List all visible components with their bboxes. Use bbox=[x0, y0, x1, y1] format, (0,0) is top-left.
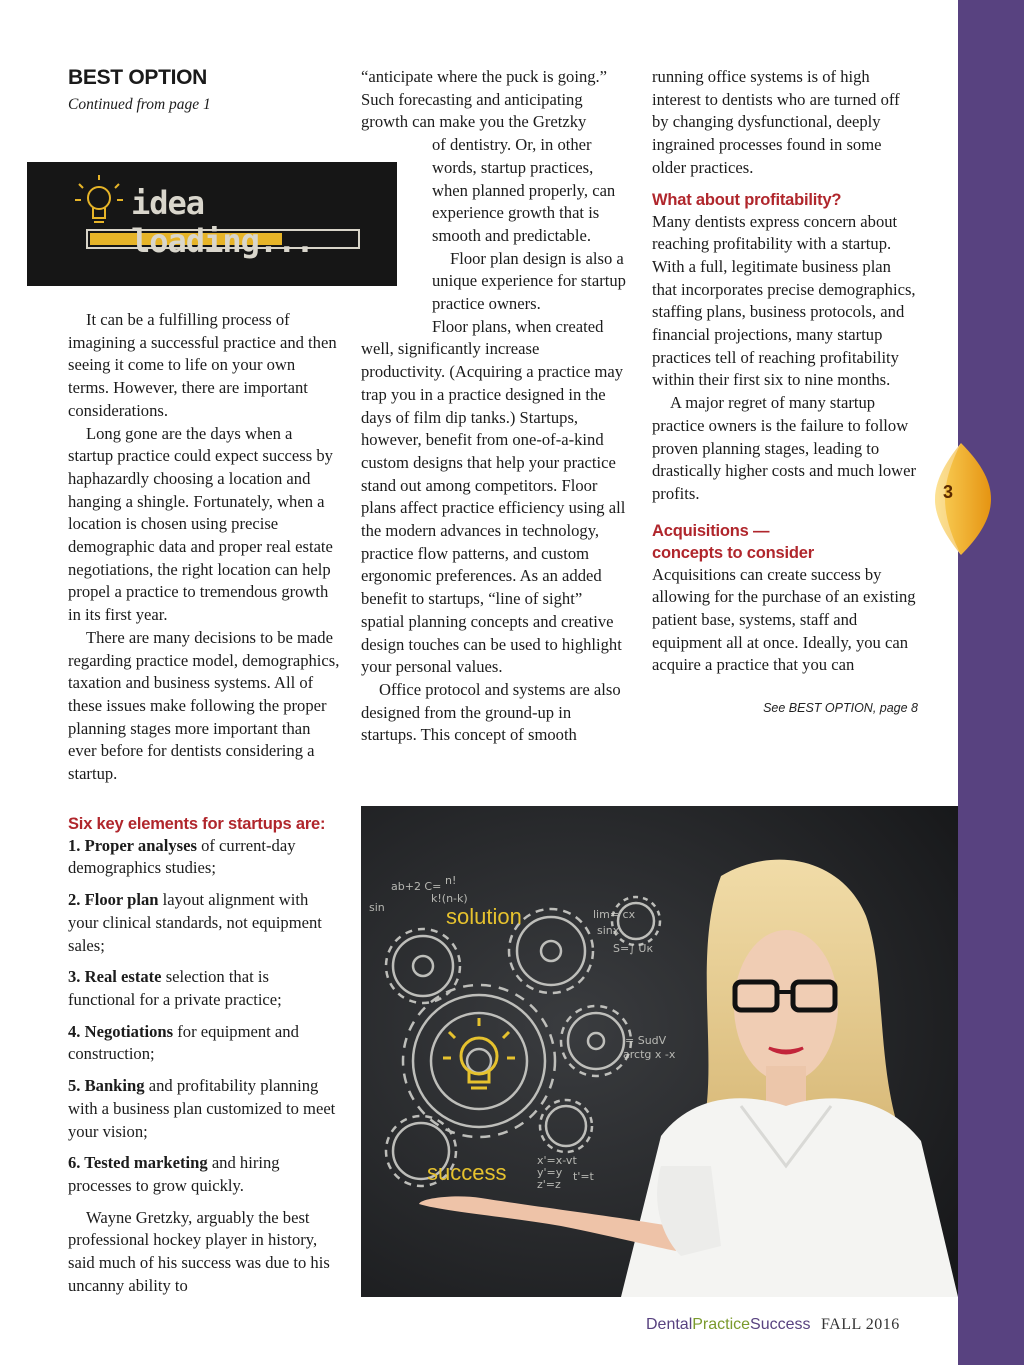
body-paragraph: “anticipate where the puck is going.” Such forecasting and anticipating growth can make you the Gretzky bbox=[361, 67, 608, 132]
body-paragraph: of dentistry. Or, in other words, startup practices, when planned properly, can experience growth that is smooth and predictable. bbox=[432, 135, 616, 245]
body-paragraph: Many dentists express concern about reaching profitability with a startup. With a full, legitimate business plan that incorporates precise demographics, staffing plans, business protocols, and financial projections, many startup practices tell of reaching profitability within their first six to nine months. bbox=[652, 211, 916, 390]
list-item: 3. Real estate selection that is functional for a private practice; bbox=[68, 967, 282, 1009]
body-paragraph: There are many decisions to be made regarding practice model, demographics, taxation and business systems. All of these issues make following the proper planning stages more important than ever before for dentists considering a startup. bbox=[68, 627, 340, 784]
chalk-formula: x'=x-vt bbox=[537, 1154, 577, 1167]
column-1 bbox=[68, 309, 340, 1297]
article-headline: BEST OPTION bbox=[68, 66, 208, 89]
chalk-formula: sin bbox=[369, 901, 385, 914]
body-paragraph: It can be a fulfilling process of imagining a successful practice and then seeing it come to life on your own terms. However, there are important considerations. bbox=[68, 310, 337, 420]
body-paragraph: Wayne Gretzky, arguably the best professional hockey player in history, said much of his success was due to his uncanny ability to bbox=[68, 1207, 330, 1295]
column-3 bbox=[652, 66, 918, 715]
chalk-formula: z'=z bbox=[537, 1178, 561, 1191]
chalk-formula: ab+2 C= bbox=[391, 880, 442, 893]
brand-practice: Practice bbox=[692, 1316, 751, 1333]
key-elements-list bbox=[68, 813, 340, 1198]
chalk-formula: lim= cx bbox=[593, 908, 636, 921]
continued-on-link[interactable]: See BEST OPTION, page 8 bbox=[763, 701, 918, 716]
section-heading: concepts to consider bbox=[652, 543, 814, 562]
list-heading: Six key elements for startups are: bbox=[68, 814, 326, 833]
chalk-formula: sinx bbox=[597, 924, 620, 937]
body-paragraph: Floor plans, when created bbox=[432, 316, 604, 336]
body-paragraph: Floor plan design is also a unique experience for startup practice owners. bbox=[432, 248, 626, 314]
list-item: 4. Negotiations for equipment and construction; bbox=[68, 1021, 299, 1064]
idea-loading-image bbox=[27, 162, 397, 286]
section-heading: What about profitability? bbox=[652, 190, 842, 209]
section-heading: Acquisitions — bbox=[652, 521, 770, 540]
list-item: 6. Tested marketing and hiring processes to grow quickly. bbox=[68, 1153, 280, 1195]
list-item: 5. Banking and profitability planning with a business plan customized to meet your vision; bbox=[68, 1076, 336, 1141]
continued-from-label: Continued from page 1 bbox=[68, 96, 211, 113]
page-number: 3 bbox=[942, 482, 953, 502]
body-paragraph: well, significantly increase productivity. (Acquiring a practice may trap you in a practice designed in the days of film dip tanks.) Startups, however, benefit from one-of-a-kind custom designs that help your practice stand out among competitors. Floor plans affect practice efficiency using all the modern advances in technology, practice flow patterns, and custom ergonomic preferences. As an added benefit to startups, “line of sight” spatial planning concepts and creative design touches can be used to highlight your personal values. bbox=[361, 339, 626, 677]
chalk-formula: k!(n-k) bbox=[431, 892, 468, 905]
body-paragraph: running office systems is of high interest to dentists who are turned off by changing dysfunctional, deeply ingrained processes found in some older practices. bbox=[652, 67, 900, 177]
list-item: 1. Proper analyses of current-day demographics studies; bbox=[68, 835, 296, 878]
body-paragraph: A major regret of many startup practice owners is the failure to follow proven planning stages, leading to drastically higher costs and much lower profits. bbox=[652, 393, 917, 503]
chalk-formula: = SudV bbox=[625, 1034, 667, 1047]
idea-loading-text: idea loading... bbox=[131, 184, 314, 260]
chalk-word-solution: solution bbox=[446, 904, 522, 929]
chalk-formula: t'=t bbox=[573, 1170, 594, 1183]
page-sidebar-band bbox=[958, 0, 1024, 1365]
chalk-formula: S=∫ Uк bbox=[613, 942, 654, 955]
chalkboard-photo bbox=[361, 806, 958, 1297]
brand-success: Success bbox=[750, 1316, 811, 1333]
brand-dental: Dental bbox=[646, 1316, 693, 1333]
body-paragraph: Long gone are the days when a startup practice could expect success by haphazardly choosing a location and hanging a shingle. Fortunately, when a location is chosen using precise demographic data and proper real estate negotiations, the right location can help propel a practice to tremendous growth in its first year. bbox=[68, 423, 333, 625]
column-2 bbox=[361, 66, 626, 747]
body-paragraph: Acquisitions can create success by allowing for the purchase of an existing patient base, systems, staff and equipment all at once. Ideally, you can acquire a practice that you can bbox=[652, 564, 916, 675]
issue-season: FALL 2016 bbox=[820, 1316, 900, 1333]
chalk-formula: y'=y bbox=[537, 1166, 563, 1179]
chalk-formula: arctg x -x bbox=[623, 1048, 676, 1061]
body-paragraph: Office protocol and systems are also designed from the ground-up in startups. This concept of smooth bbox=[361, 679, 621, 745]
chalk-word-success: success bbox=[427, 1160, 507, 1185]
footer-publication bbox=[646, 1316, 900, 1334]
chalk-formula: n! bbox=[445, 874, 457, 887]
list-item: 2. Floor plan layout alignment with your clinical standards, not equipment sales; bbox=[68, 890, 322, 955]
